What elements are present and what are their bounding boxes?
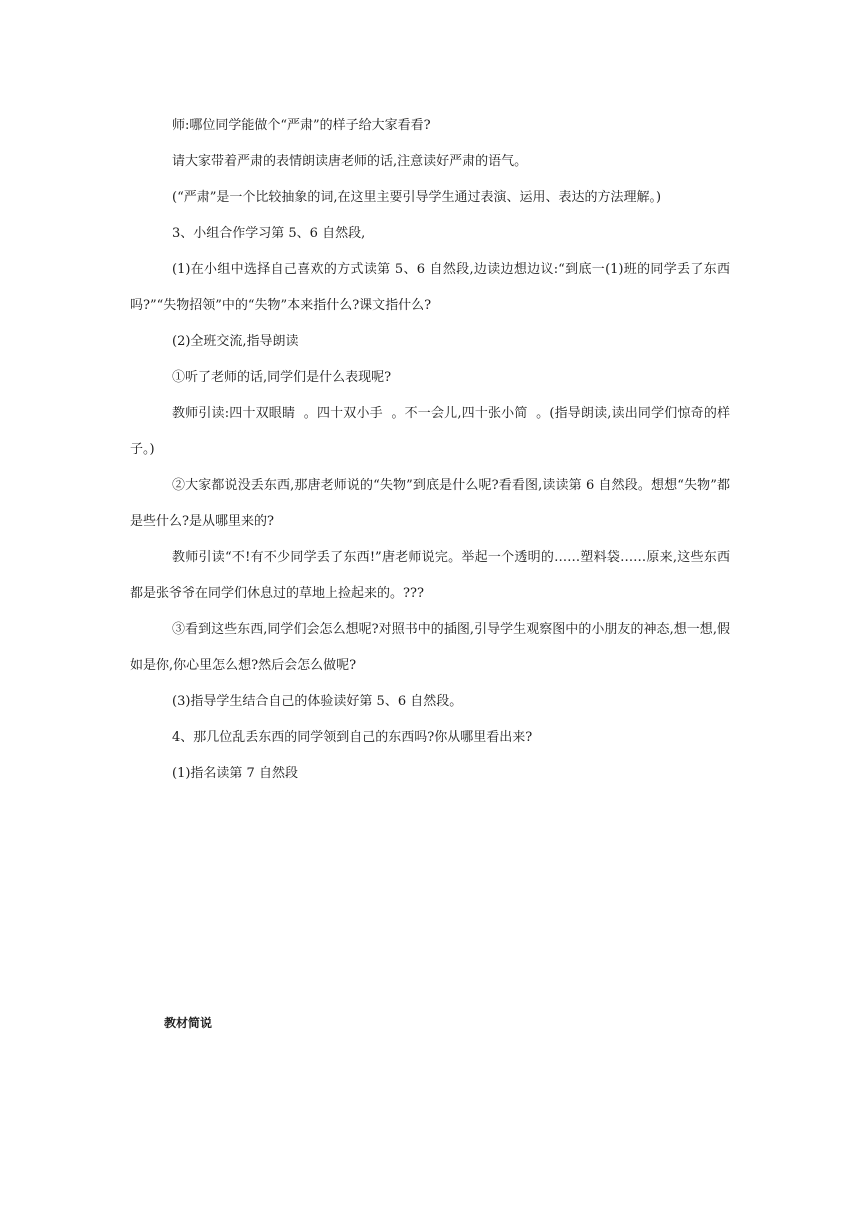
paragraph-step-3-3: (3)指导学生结合自己的体验读好第 5、6 自然段。 [172, 694, 463, 709]
paragraph-circle-2: ②大家都说没丢东西,那唐老师说的“失物”到底是什么呢?看看图,读读第 6 自然段。想想“失物”都是些什么?是从哪里来的? [130, 478, 730, 529]
paragraph-step-4: 4、那几位乱丢东西的同学领到自己的东西吗?你从哪里看出来? [172, 730, 533, 745]
paragraph-step-4-1: (1)指名读第 7 自然段 [172, 766, 298, 781]
paragraph-note: (“严肃”是一个比较抽象的词,在这里主要引导学生通过表演、运用、表达的方法理解。) [172, 190, 662, 205]
paragraph-guided-reading-2: 教师引读“不!有不少同学丢了东西!”唐老师说完。举起一个透明的……塑料袋……原来,这些东西都是张爷爷在同学们休息过的草地上捡起来的。??? [130, 550, 730, 601]
paragraph-step-3-2: (2)全班交流,指导朗读 [172, 334, 299, 349]
section-title: 教材简说 [164, 1016, 213, 1030]
paragraph-guided-reading-1: 教师引读:四十双眼睛 。四十双小手 。不一会儿,四十张小简 。(指导朗读,读出同学们惊奇的样子。) [130, 406, 730, 457]
paragraph-teacher-question: 师:哪位同学能做个“严肃”的样子给大家看看? [172, 118, 431, 133]
paragraph-step-3-1: (1)在小组中选择自己喜欢的方式读第 5、6 自然段,边读边想边议:“到底一(1)班的同学丢了东西吗?”“失物招领”中的“失物”本来指什么?课文指什么? [130, 262, 730, 313]
paragraph-circle-3: ③看到这些东西,同学们会怎么想呢?对照书中的插图,引导学生观察图中的小朋友的神态,想一想,假如是你,你心里怎么想?然后会怎么做呢? [130, 622, 730, 673]
paragraph-read-aloud: 请大家带着严肃的表情朗读唐老师的话,注意读好严肃的语气。 [172, 154, 528, 169]
paragraph-circle-1: ①听了老师的话,同学们是什么表现呢? [172, 370, 392, 385]
paragraph-step-3: 3、小组合作学习第 5、6 自然段, [172, 226, 366, 241]
lesson-body [130, 108, 730, 792]
